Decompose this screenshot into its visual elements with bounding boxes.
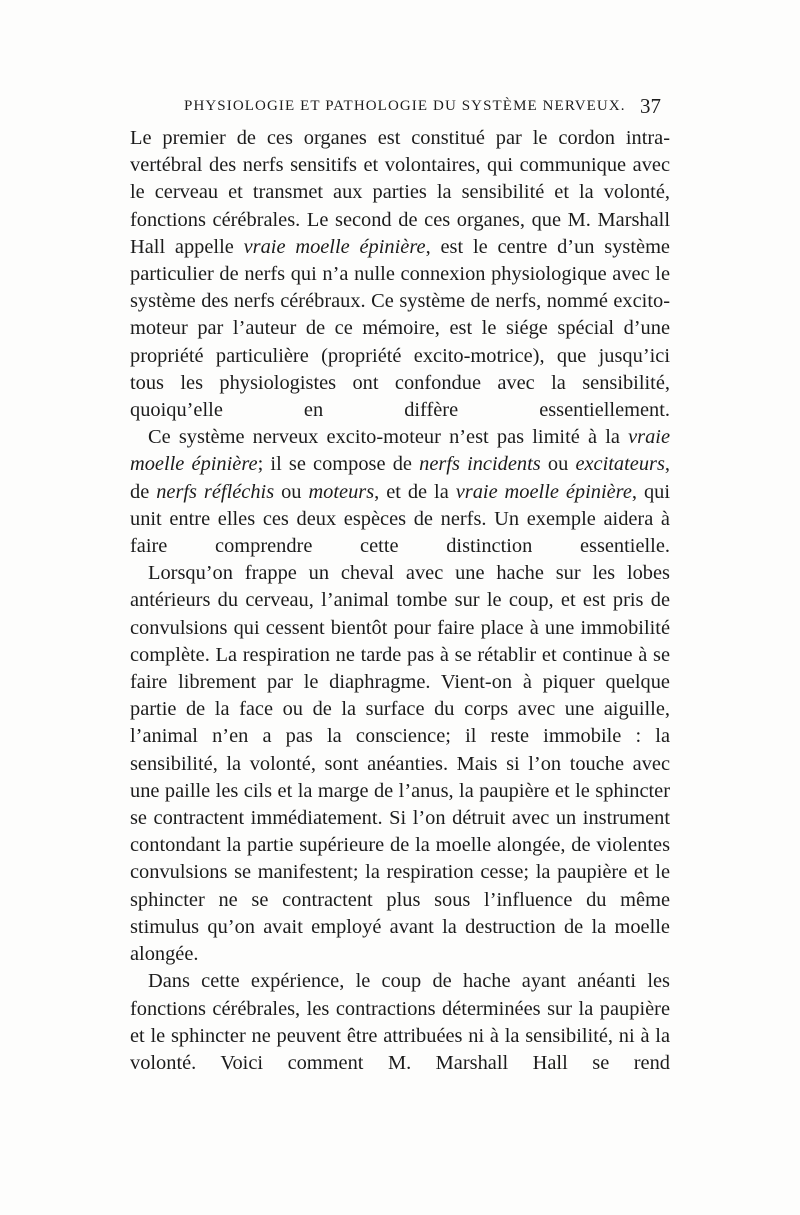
paragraph-2-emphasis: vraie moelle épinière [455, 480, 632, 503]
paragraph-2 [130, 424, 670, 560]
running-title: PHYSIOLOGIE ET PATHOLOGIE DU SYSTÈME NERVEUX. [184, 98, 626, 114]
paragraph-1-emphasis: vraie moelle épinière [243, 235, 426, 258]
paragraph-1-text: Le premier de ces organes est constitué par le cordon intra-vertébral des nerfs sensitifs et volontaires, qui communique avec le cerveau et transmet aux parties la sensibilité et la volonté, fonctions cérébrales. Le second de ces organes, que M. Marshall Hall appelle [130, 127, 670, 258]
paragraph-2-emphasis: excitateurs [575, 453, 665, 476]
body-text [130, 125, 670, 1077]
paragraph-2-text: , de [130, 453, 671, 503]
paragraph-3 [130, 560, 670, 968]
paragraph-1 [130, 125, 670, 424]
paragraph-1-text: , est le centre d’un système particulier de nerfs qui n’a nulle connexion physiologique avec le système des nerfs cérébraux. Ce système de nerfs, nommé excito-moteur par l’auteur de ce mémoire, est le siége spécial d’une propriété particulière (propriété excito-motrice), que jusqu’ici tous les physiologistes ont confondue avec la sensibilité, quoiqu’elle en diffère essentiellement. [130, 235, 670, 422]
paragraph-2-emphasis: nerfs incidents [419, 453, 541, 476]
paragraph-2-text: , et de la [374, 480, 456, 503]
paragraph-4-text: Dans cette expérience, le coup de hache ayant anéanti les fonctions cérébrales, les contractions déterminées sur la paupière et le sphincter ne peuvent être attribuées ni à la sensibilité, ni à la volonté. Voici comment M. Marshall Hall se rend [130, 970, 670, 1074]
page-number: 37 [640, 94, 661, 118]
paragraph-3-text: Lorsqu’on frappe un cheval avec une hache sur les lobes antérieurs du cerveau, l’animal tombe sur le coup, et est pris de convulsions qui cessent bientôt pour faire place à une immobilité complète. La respiration ne tarde pas à se rétablir et continue à se faire librement par le diaphragme. Vient-on à piquer quelque partie de la face ou de la surface du corps avec une aiguille, l’animal n’en a pas la conscience; il reste immobile : la sensibilité, la volonté, sont anéanties. Mais si l’on touche avec une paille les cils et la marge de l’anus, la paupière et le sphincter se contractent immédiatement. Si l’on détruit avec un instrument contondant la partie supérieure de la moelle alongée, de violentes convulsions se manifestent; la respiration cesse; la paupière et le sphincter ne se contractent plus sous l’influence du même stimulus qu’on avait employé avant la destruction de la moelle alongée. [130, 562, 670, 966]
paragraph-2-emphasis: nerfs réfléchis [156, 480, 275, 503]
paragraph-2-text: Ce système nerveux excito-moteur n’est pas limité à la [148, 426, 629, 449]
paragraph-2-text: ou [540, 453, 576, 476]
paragraph-2-text: ou [274, 480, 309, 503]
paragraph-2-emphasis: vraie moelle épinière [130, 426, 670, 476]
paragraph-2-text: , qui unit entre elles ces deux espèces de nerfs. Un exemple aidera à faire comprendre cette distinction essentielle. [130, 480, 671, 558]
paragraph-2-emphasis: moteurs [308, 480, 375, 503]
running-header [0, 94, 800, 124]
paragraph-2-text: ; il se compose de [257, 453, 420, 476]
paragraph-4 [130, 968, 670, 1077]
